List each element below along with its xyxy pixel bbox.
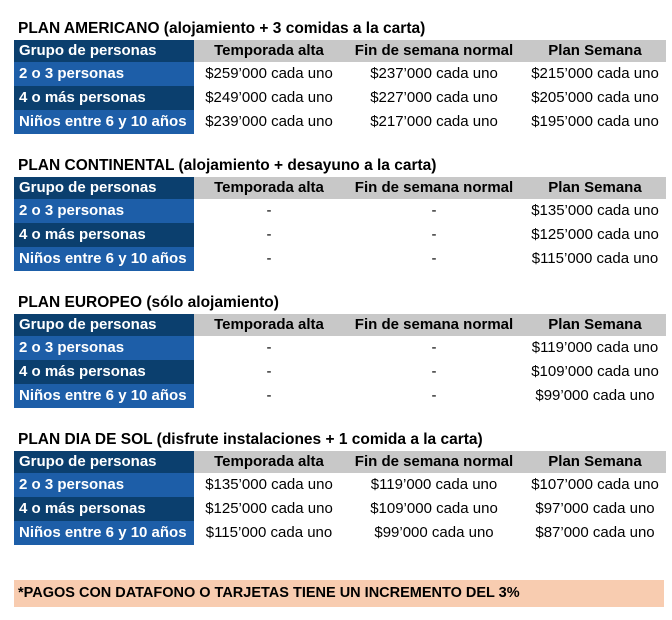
price-cell: $195’000 cada uno [531, 113, 659, 130]
header-group: Grupo de personas [14, 40, 194, 62]
header-fin-de-semana: Fin de semana normal [344, 40, 524, 62]
price-cell: $87’000 cada uno [535, 524, 655, 541]
header-plan-semana: Plan Semana [524, 451, 666, 473]
row-group-label: 2 o 3 personas [14, 473, 194, 497]
price-cell: - [431, 202, 437, 219]
row-group-label: 4 o más personas [14, 360, 194, 384]
price-cell: - [431, 363, 437, 380]
price-table [14, 40, 666, 134]
price-cell: - [266, 202, 272, 219]
header-group: Grupo de personas [14, 451, 194, 473]
price-cell: - [431, 339, 437, 356]
plan-title: PLAN EUROPEO (sólo alojamiento) [18, 294, 279, 311]
row-group-label: Niños entre 6 y 10 años [14, 247, 194, 271]
price-cell: $239’000 cada uno [205, 113, 333, 130]
price-cell: $109’000 cada uno [370, 500, 498, 517]
price-cell: $97’000 cada uno [535, 500, 655, 517]
price-table [14, 451, 666, 545]
price-cell: $259’000 cada uno [205, 65, 333, 82]
price-cell: $99’000 cada uno [374, 524, 494, 541]
price-cell: $99’000 cada uno [535, 387, 655, 404]
row-group-label: 4 o más personas [14, 86, 194, 110]
row-group-label: Niños entre 6 y 10 años [14, 521, 194, 545]
row-group-label: Niños entre 6 y 10 años [14, 110, 194, 134]
price-cell: $249’000 cada uno [205, 89, 333, 106]
price-cell: $135’000 cada uno [531, 202, 659, 219]
header-group: Grupo de personas [14, 177, 194, 199]
header-temporada-alta: Temporada alta [194, 40, 344, 62]
plan-section-americano [14, 18, 666, 134]
price-cell: - [431, 226, 437, 243]
header-temporada-alta: Temporada alta [194, 177, 344, 199]
price-cell: - [266, 250, 272, 267]
price-cell: - [266, 339, 272, 356]
price-cell: - [266, 363, 272, 380]
price-table [14, 314, 666, 408]
row-group-label: 4 o más personas [14, 223, 194, 247]
header-plan-semana: Plan Semana [524, 40, 666, 62]
plan-section-dia-de-sol [14, 429, 666, 545]
price-cell: $125’000 cada uno [531, 226, 659, 243]
price-cell: $107’000 cada uno [531, 476, 659, 493]
price-cell: $205’000 cada uno [531, 89, 659, 106]
header-fin-de-semana: Fin de semana normal [344, 314, 524, 336]
price-cell: $215’000 cada uno [531, 65, 659, 82]
row-group-label: Niños entre 6 y 10 años [14, 384, 194, 408]
price-cell: $217’000 cada uno [370, 113, 498, 130]
price-tables [14, 18, 666, 566]
row-group-label: 4 o más personas [14, 497, 194, 521]
price-cell: - [266, 387, 272, 404]
price-cell: $115’000 cada uno [205, 524, 333, 541]
header-plan-semana: Plan Semana [524, 177, 666, 199]
row-group-label: 2 o 3 personas [14, 199, 194, 223]
price-cell: $237’000 cada uno [370, 65, 498, 82]
price-table [14, 177, 666, 271]
price-cell: $125’000 cada uno [205, 500, 333, 517]
header-temporada-alta: Temporada alta [194, 314, 344, 336]
plan-title: PLAN DIA DE SOL (disfrute instalaciones + 1 comida a la carta) [18, 431, 483, 448]
price-cell: - [266, 226, 272, 243]
row-group-label: 2 o 3 personas [14, 336, 194, 360]
header-fin-de-semana: Fin de semana normal [344, 177, 524, 199]
price-cell: $115’000 cada uno [531, 250, 659, 267]
header-group: Grupo de personas [14, 314, 194, 336]
price-cell: $119’000 cada uno [370, 476, 498, 493]
price-cell: - [431, 387, 437, 404]
price-cell: $227’000 cada uno [370, 89, 498, 106]
price-cell: $119’000 cada uno [531, 339, 659, 356]
plan-section-continental [14, 155, 666, 271]
header-fin-de-semana: Fin de semana normal [344, 451, 524, 473]
plan-title: PLAN AMERICANO (alojamiento + 3 comidas a la carta) [18, 20, 426, 37]
header-plan-semana: Plan Semana [524, 314, 666, 336]
price-cell: $135’000 cada uno [205, 476, 333, 493]
plan-title: PLAN CONTINENTAL (alojamiento + desayuno a la carta) [18, 157, 437, 174]
plan-section-europeo [14, 292, 666, 408]
price-cell: - [431, 250, 437, 267]
payment-surcharge-note: *PAGOS CON DATAFONO O TARJETAS TIENE UN INCREMENTO DEL 3% [14, 580, 664, 607]
header-temporada-alta: Temporada alta [194, 451, 344, 473]
price-cell: $109’000 cada uno [531, 363, 659, 380]
row-group-label: 2 o 3 personas [14, 62, 194, 86]
